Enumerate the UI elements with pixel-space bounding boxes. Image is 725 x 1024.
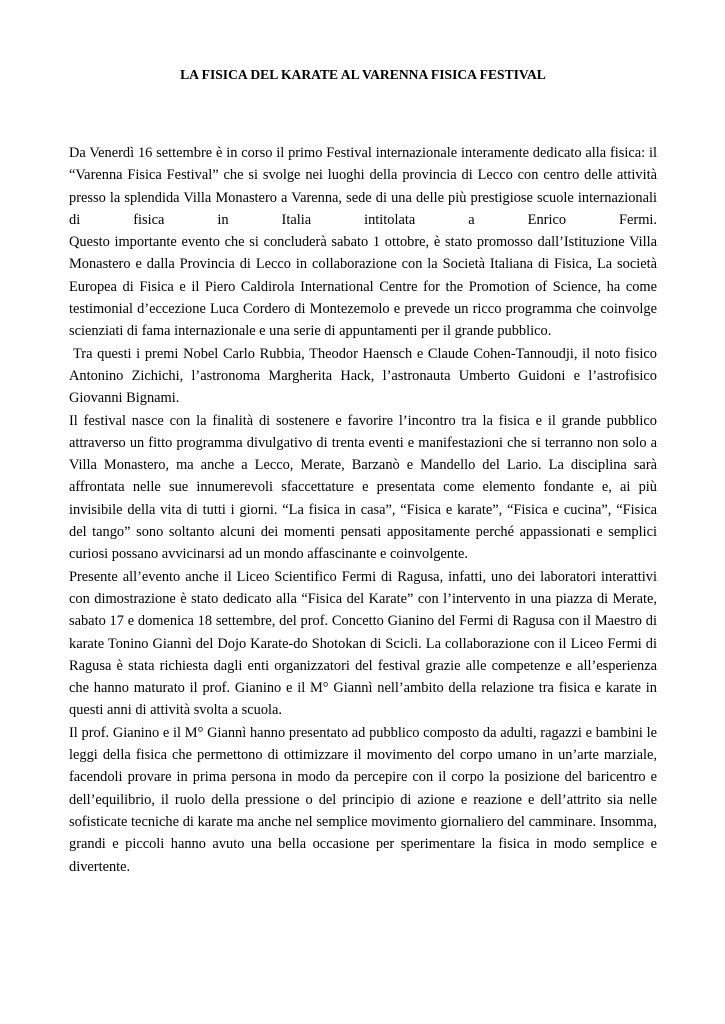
paragraph-karate-physics: Il prof. Gianino e il M° Giannì hanno presentato ad pubblico composto da adulti, ragazzi e bambini le leggi della fisica che permettono di ottimizzare il movimento del corpo umano in un’arte marziale, facendoli provare in prima persona in modo da percepire con il corpo la posizione del baricentro e dell’equilibrio, il ruolo della pressione o del principio di azione e reazione e dell’attrito sia nelle sofisticate tecniche di karate ma anche nel semplice movimento giornaliero del camminare. Insomma, grandi e piccoli hanno avuto una bella occasione per sperimentare la fisica in modo semplice e divertente. [69, 724, 657, 875]
paragraph-festival-purpose: Il festival nasce con la finalità di sostenere e favorire l’incontro tra la fisica e il grande pubblico attraverso un fitto programma divulgativo di trenta eventi e manifestazioni che si terranno non solo a Villa Monastero, ma anche a Lecco, Merate, Barzanò e Mandello del Lario. La disciplina sarà affrontata nelle sue innumerevoli sfaccettature e presentata come elemento fondante e, ai più invisibile della vita di tutti i giorni. “La fisica in casa”, “Fisica e karate”, “Fisica e cucina”, “Fisica del tango” sono soltanto alcuni dei momenti pensati appositamente perché appassionati e semplici curiosi possano avvicinarsi ad un mondo affascinante e coinvolgente. [69, 412, 657, 563]
paragraph-event-promotion: Questo importante evento che si concluderà sabato 1 ottobre, è stato promosso dall’Istituzione Villa Monastero e dalla Provincia di Lecco in collaborazione con la Società Italiana di Fisica, La società Europea di Fisica e il Piero Caldirola International Centre for the Promotion of Science, ha come testimonial d’eccezione Luca Cordero di Montezemolo e prevede un ricco programma che coinvolge scienziati di fama internazionale e una serie di appuntamenti per il grande pubblico. [69, 234, 657, 340]
paragraph-guests: Tra questi i premi Nobel Carlo Rubbia, Theodor Haensch e Claude Cohen-Tannoudji, il noto fisico Antonino Zichichi, l’astronoma Margherita Hack, l’astronauta Umberto Guidoni e l’astrofisico Giovanni Bignami. [69, 345, 657, 407]
document-page [69, 0, 657, 1024]
paragraph-liceo-fermi: Presente all’evento anche il Liceo Scientifico Fermi di Ragusa, infatti, uno dei laboratori interattivi con dimostrazione è stato dedicato alla “Fisica del Karate” con l’intervento in una piazza di Merate, sabato 17 e domenica 18 settembre, del prof. Concetto Gianino del Fermi di Ragusa con il Maestro di karate Tonino Giannì del Dojo Karate-do Shotokan di Scicli. La collaborazione con il Liceo Fermi di Ragusa è stata richiesta dagli enti organizzatori del festival grazie alle competenze e all’esperienza che hanno maturato il prof. Gianino e il M° Giannì nell’ambito della relazione tra fisica e karate in questi anni di attività svolta a scuola. [69, 568, 657, 719]
paragraph-intro: Da Venerdì 16 settembre è in corso il primo Festival internazionale interamente dedicato alla fisica: il “Varenna Fisica Festival” che si svolge nei luoghi della provincia di Lecco con centro delle attività presso la splendida Villa Monastero a Varenna, sede di una delle più prestigiose scuole internazionali di fisica in Italia intitolata a Enrico Fermi. [69, 145, 657, 228]
document-title: LA FISICA DEL KARATE AL VARENNA FISICA FESTIVAL [180, 67, 546, 82]
document-body [69, 142, 657, 878]
